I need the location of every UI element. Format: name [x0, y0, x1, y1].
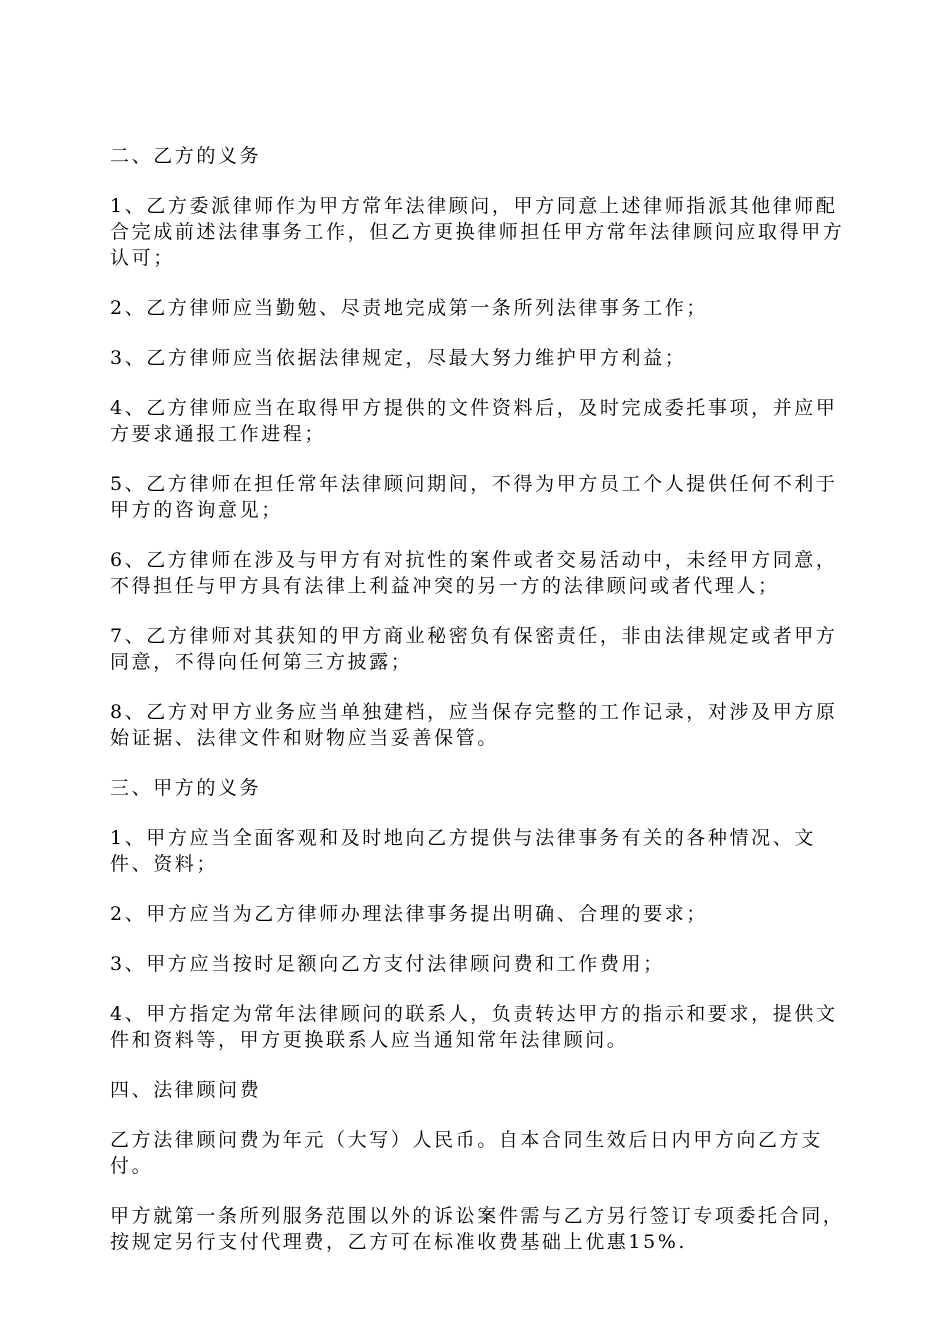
paragraph: 3、乙方律师应当依据法律规定，尽最大努力维护甲方利益； — [110, 347, 687, 369]
paragraph: 1、乙方委派律师作为甲方常年法律顾问，甲方同意上述律师指派其他律师配合完成前述法律事务工作，但乙方更换律师担任甲方常年法律顾问应取得甲方认可； — [110, 195, 845, 269]
paragraph: 8、乙方对甲方业务应当单独建档，应当保存完整的工作记录，对涉及甲方原始证据、法律文件和财物应当妥善保管。 — [110, 701, 838, 749]
paragraph: 2、甲方应当为乙方律师办理法律事务提出明确、合理的要求； — [110, 903, 708, 925]
paragraph: 7、乙方律师对其获知的甲方商业秘密负有保密责任，非由法律规定或者甲方同意，不得向任何第三方披露； — [110, 625, 838, 673]
document-page — [110, 143, 845, 1279]
paragraph: 1、甲方应当全面客观和及时地向乙方提供与法律事务有关的各种情况、文件、资料； — [110, 827, 816, 875]
paragraph: 4、甲方指定为常年法律顾问的联系人，负责转达甲方的指示和要求，提供文件和资料等，甲方更换联系人应当通知常年法律顾问。 — [110, 1003, 838, 1051]
paragraph: 4、乙方律师应当在取得甲方提供的文件资料后，及时完成委托事项，并应甲方要求通报工作进程； — [110, 397, 838, 445]
paragraph: 2、乙方律师应当勤勉、尽责地完成第一条所列法律事务工作； — [110, 297, 708, 319]
section-heading: 三、甲方的义务 — [110, 777, 262, 799]
paragraph: 3、甲方应当按时足额向乙方支付法律顾问费和工作费用； — [110, 953, 665, 975]
paragraph: 5、乙方律师在担任常年法律顾问期间，不得为甲方员工个人提供任何不利于甲方的咨询意见； — [110, 473, 838, 521]
section-heading: 四、法律顾问费 — [110, 1079, 262, 1101]
section-heading: 二、乙方的义务 — [110, 145, 262, 167]
paragraph: 乙方法律顾问费为年元（大写）人民币。自本合同生效后日内甲方向乙方支付。 — [110, 1129, 823, 1177]
paragraph: 6、乙方律师在涉及与甲方有对抗性的案件或者交易活动中，未经甲方同意，不得担任与甲方具有法律上利益冲突的另一方的法律顾问或者代理人； — [110, 549, 838, 597]
paragraph: 甲方就第一条所列服务范围以外的诉讼案件需与乙方另行签订专项委托合同，按规定另行支付代理费，乙方可在标准收费基础上优惠15%. — [110, 1205, 845, 1253]
